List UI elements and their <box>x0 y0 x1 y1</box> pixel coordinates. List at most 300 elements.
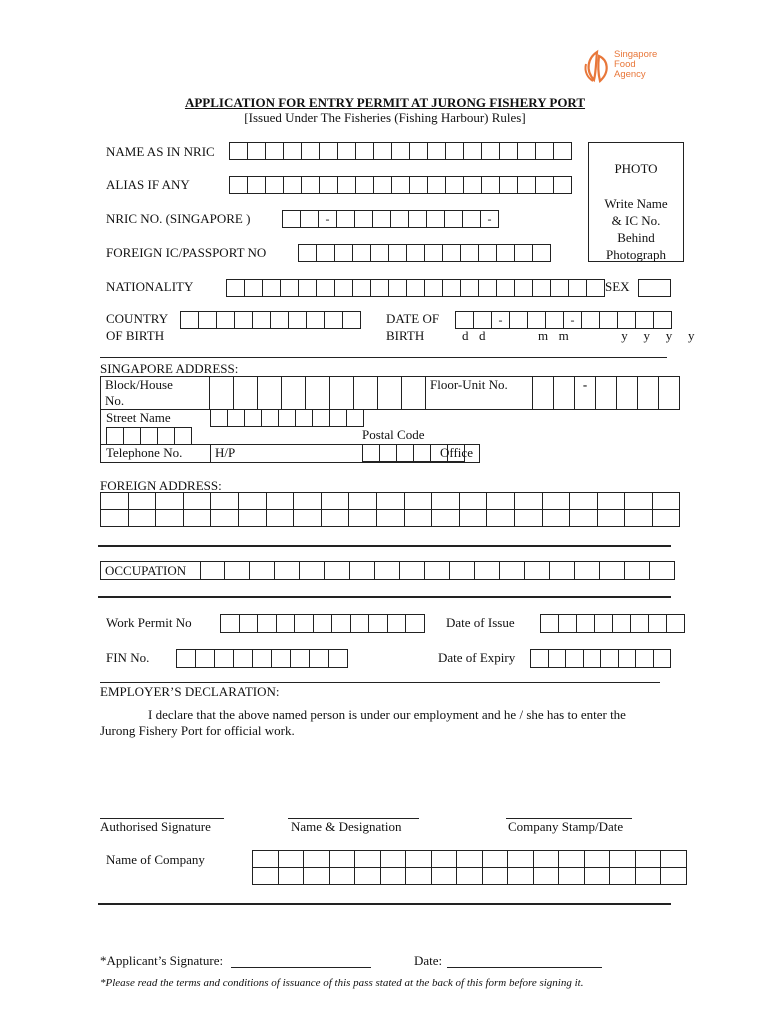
input-cell[interactable] <box>487 509 515 527</box>
input-cell[interactable] <box>277 614 296 633</box>
leaf-logo-icon <box>582 48 612 84</box>
input-cell[interactable] <box>377 509 405 527</box>
name-nric-input[interactable] <box>229 142 572 160</box>
input-cell[interactable] <box>230 142 248 160</box>
input-cell[interactable] <box>175 427 192 445</box>
input-cell[interactable] <box>428 142 446 160</box>
input-cell[interactable] <box>227 279 245 297</box>
input-cell[interactable] <box>487 492 515 510</box>
input-cell[interactable] <box>600 561 625 580</box>
input-cell[interactable] <box>518 142 536 160</box>
occupation-input[interactable] <box>200 561 675 580</box>
input-cell[interactable] <box>296 409 313 427</box>
input-cell[interactable] <box>349 509 377 527</box>
input-cell[interactable] <box>554 142 572 160</box>
input-cell[interactable] <box>300 561 325 580</box>
input-cell[interactable] <box>457 850 483 868</box>
input-cell[interactable] <box>475 561 500 580</box>
input-cell[interactable] <box>380 444 397 462</box>
sex-label: SEX <box>605 279 630 294</box>
photo-label: PHOTO <box>614 161 658 176</box>
input-cell[interactable] <box>598 509 626 527</box>
input-cell[interactable] <box>461 279 479 297</box>
date-expiry-input[interactable] <box>530 649 671 668</box>
input-cell[interactable] <box>230 176 248 194</box>
logo-line-2: Food <box>614 59 636 70</box>
input-cell[interactable] <box>295 614 314 633</box>
divider <box>100 357 667 358</box>
name-nric-label: NAME AS IN NRIC <box>106 144 215 159</box>
input-cell[interactable] <box>299 244 317 262</box>
input-cell[interactable] <box>245 279 263 297</box>
input-cell[interactable] <box>577 614 595 633</box>
occupation-row[interactable] <box>100 561 201 580</box>
input-cell[interactable] <box>392 142 410 160</box>
input-cell[interactable] <box>317 279 335 297</box>
date-issue-input[interactable] <box>540 614 685 633</box>
input-cell[interactable] <box>515 492 543 510</box>
input-cell[interactable] <box>156 492 184 510</box>
street-name-input[interactable] <box>210 409 364 427</box>
applicant-signature-label: *Applicant’s Signature: <box>100 953 224 968</box>
date-label: Date: <box>414 953 443 968</box>
input-cell[interactable] <box>667 614 685 633</box>
input-cell[interactable] <box>450 561 475 580</box>
input-cell[interactable] <box>500 561 525 580</box>
input-cell[interactable] <box>515 509 543 527</box>
input-cell[interactable] <box>483 850 509 868</box>
input-cell[interactable] <box>559 867 585 885</box>
input-cell[interactable] <box>446 142 464 160</box>
input-cell[interactable] <box>479 244 497 262</box>
input-cell[interactable] <box>266 142 284 160</box>
input-cell[interactable] <box>636 867 662 885</box>
input-cell[interactable] <box>518 176 536 194</box>
input-cell[interactable] <box>322 492 350 510</box>
thick-divider-3 <box>98 903 671 905</box>
input-cell[interactable] <box>217 311 235 329</box>
input-cell[interactable] <box>304 867 330 885</box>
input-cell[interactable] <box>234 649 253 668</box>
input-cell[interactable] <box>650 561 675 580</box>
input-cell[interactable] <box>389 244 407 262</box>
company-name-input-2[interactable] <box>252 867 687 885</box>
input-cell[interactable] <box>129 492 157 510</box>
input-cell[interactable] <box>158 427 175 445</box>
input-cell[interactable] <box>248 176 266 194</box>
input-cell[interactable] <box>343 311 361 329</box>
input-cell[interactable] <box>325 311 343 329</box>
foreign-address-input-2[interactable] <box>100 509 680 527</box>
input-cell[interactable] <box>425 279 443 297</box>
input-cell[interactable] <box>267 509 295 527</box>
input-cell[interactable] <box>302 142 320 160</box>
input-cell[interactable] <box>253 867 279 885</box>
page-title: APPLICATION FOR ENTRY PERMIT AT JURONG FISHERY PORT <box>184 95 586 110</box>
input-cell[interactable] <box>479 279 497 297</box>
photo-note-4: Photograph <box>606 247 666 262</box>
input-cell[interactable] <box>250 561 275 580</box>
input-cell[interactable] <box>575 561 600 580</box>
input-cell[interactable] <box>400 561 425 580</box>
input-cell[interactable] <box>570 509 598 527</box>
input-cell[interactable] <box>661 867 687 885</box>
sg-address-heading: SINGAPORE ADDRESS: <box>100 361 239 376</box>
input-cell[interactable] <box>392 176 410 194</box>
input-cell[interactable] <box>531 649 549 668</box>
input-cell[interactable] <box>610 850 636 868</box>
input-cell[interactable] <box>211 409 228 427</box>
input-cell[interactable] <box>515 279 533 297</box>
dob-input[interactable]: - - <box>455 311 672 329</box>
input-cell[interactable] <box>388 614 407 633</box>
street-name-label: Street Name <box>106 410 171 425</box>
declaration-line-2: Jurong Fishery Port for official work. <box>100 723 295 738</box>
input-cell[interactable] <box>536 142 554 160</box>
thick-divider-2 <box>98 596 671 598</box>
input-cell[interactable] <box>414 444 431 462</box>
input-cell[interactable] <box>129 509 157 527</box>
floor-label: Floor-Unit No. <box>426 377 533 410</box>
input-cell[interactable] <box>240 614 259 633</box>
input-cell[interactable] <box>625 561 650 580</box>
input-cell[interactable] <box>375 561 400 580</box>
input-cell[interactable] <box>460 509 488 527</box>
input-cell[interactable] <box>267 492 295 510</box>
input-cell[interactable] <box>407 279 425 297</box>
input-cell[interactable] <box>508 867 534 885</box>
occupation-label: OCCUPATION <box>101 561 201 580</box>
employer-heading: EMPLOYER’S DECLARATION: <box>100 684 280 699</box>
input-cell[interactable] <box>307 311 325 329</box>
input-cell[interactable] <box>457 867 483 885</box>
input-cell[interactable] <box>587 279 605 297</box>
input-cell[interactable] <box>432 492 460 510</box>
input-cell[interactable] <box>534 867 560 885</box>
input-cell[interactable] <box>570 492 598 510</box>
input-cell[interactable] <box>389 279 407 297</box>
input-cell[interactable] <box>405 492 433 510</box>
input-cell[interactable] <box>443 244 461 262</box>
input-cell[interactable] <box>585 850 611 868</box>
alias-label: ALIAS IF ANY <box>106 177 190 192</box>
input-cell[interactable] <box>443 279 461 297</box>
input-cell[interactable] <box>377 492 405 510</box>
telephone-label: Telephone No. <box>106 445 183 460</box>
block-label: Block/House No. <box>101 377 210 410</box>
input-cell[interactable] <box>304 850 330 868</box>
input-cell[interactable] <box>347 409 364 427</box>
fin-input[interactable] <box>176 649 348 668</box>
input-cell[interactable] <box>211 492 239 510</box>
input-cell[interactable] <box>649 614 667 633</box>
input-cell[interactable] <box>329 649 348 668</box>
input-cell[interactable] <box>294 509 322 527</box>
input-cell[interactable] <box>559 850 585 868</box>
name-designation-label: Name & Designation <box>291 819 402 834</box>
input-cell[interactable] <box>310 649 329 668</box>
input-cell[interactable] <box>262 409 279 427</box>
input-cell[interactable] <box>263 279 281 297</box>
input-cell[interactable] <box>405 509 433 527</box>
country-birth-label-1: COUNTRY <box>106 311 169 326</box>
input-cell[interactable] <box>253 311 271 329</box>
input-cell[interactable] <box>639 279 671 297</box>
input-cell[interactable] <box>101 492 129 510</box>
input-cell[interactable] <box>653 509 681 527</box>
applicant-signature-line[interactable] <box>231 967 371 968</box>
input-cell[interactable] <box>425 244 443 262</box>
input-cell[interactable] <box>559 614 577 633</box>
input-cell[interactable] <box>543 492 571 510</box>
input-cell[interactable] <box>215 649 234 668</box>
input-cell[interactable] <box>253 649 272 668</box>
input-cell[interactable] <box>515 244 533 262</box>
input-cell[interactable] <box>497 244 515 262</box>
input-cell[interactable] <box>500 142 518 160</box>
input-cell[interactable] <box>601 649 619 668</box>
input-cell[interactable] <box>330 850 356 868</box>
input-cell[interactable] <box>200 561 225 580</box>
input-cell[interactable] <box>432 867 458 885</box>
input-cell[interactable] <box>141 427 158 445</box>
input-cell[interactable] <box>211 509 239 527</box>
input-cell[interactable] <box>371 244 389 262</box>
input-cell[interactable] <box>289 311 307 329</box>
input-cell[interactable] <box>107 427 124 445</box>
input-cell[interactable] <box>235 311 253 329</box>
input-cell[interactable] <box>356 142 374 160</box>
input-cell[interactable] <box>239 492 267 510</box>
input-cell[interactable] <box>654 649 672 668</box>
country-birth-label-2: OF BIRTH <box>106 328 165 343</box>
input-cell[interactable] <box>351 614 370 633</box>
input-cell[interactable] <box>464 142 482 160</box>
input-cell[interactable] <box>661 850 687 868</box>
input-cell[interactable] <box>432 850 458 868</box>
input-cell[interactable] <box>482 176 500 194</box>
input-cell[interactable] <box>619 649 637 668</box>
country-birth-input[interactable] <box>180 311 361 329</box>
input-cell[interactable] <box>551 279 569 297</box>
input-cell[interactable] <box>464 176 482 194</box>
input-cell[interactable] <box>279 850 305 868</box>
input-cell[interactable] <box>406 867 432 885</box>
input-cell[interactable] <box>625 509 653 527</box>
input-cell[interactable] <box>184 509 212 527</box>
input-cell[interactable] <box>613 614 631 633</box>
input-cell[interactable] <box>410 142 428 160</box>
thick-divider <box>98 545 671 547</box>
input-cell[interactable] <box>356 176 374 194</box>
alias-input[interactable] <box>229 176 572 194</box>
input-cell[interactable] <box>533 244 551 262</box>
input-cell[interactable] <box>585 867 611 885</box>
input-cell[interactable] <box>271 311 289 329</box>
dob-format: d d m m y y y y <box>462 328 695 343</box>
input-cell[interactable] <box>363 444 380 462</box>
input-cell[interactable] <box>636 850 662 868</box>
input-cell[interactable] <box>584 649 602 668</box>
sex-input[interactable] <box>638 279 671 297</box>
input-cell[interactable] <box>482 142 500 160</box>
input-cell[interactable] <box>299 279 317 297</box>
input-cell[interactable] <box>275 561 300 580</box>
terms-note: *Please read the terms and conditions of issuance of this pass stated at the back of this form before signing it. <box>100 977 584 989</box>
sg-address-table: Block/House No. Floor-Unit No. - <box>100 376 680 410</box>
input-cell[interactable] <box>258 614 277 633</box>
input-cell[interactable] <box>497 279 515 297</box>
input-cell[interactable] <box>355 850 381 868</box>
input-cell[interactable] <box>221 614 240 633</box>
input-cell[interactable] <box>508 850 534 868</box>
nric-no-input[interactable]: - - <box>282 210 499 228</box>
company-stamp-label: Company Stamp/Date <box>508 819 624 834</box>
input-cell[interactable] <box>397 444 414 462</box>
date-line[interactable] <box>447 967 602 968</box>
input-cell[interactable] <box>228 409 245 427</box>
input-cell[interactable] <box>325 561 350 580</box>
nationality-label: NATIONALITY <box>106 279 194 294</box>
work-permit-label: Work Permit No <box>106 615 192 630</box>
input-cell[interactable] <box>320 142 338 160</box>
input-cell[interactable] <box>184 492 212 510</box>
foreign-ic-input[interactable] <box>298 244 551 262</box>
input-cell[interactable] <box>355 867 381 885</box>
input-cell[interactable] <box>279 867 305 885</box>
input-cell[interactable] <box>353 244 371 262</box>
dob-label-2: BIRTH <box>386 328 425 343</box>
input-cell[interactable] <box>536 176 554 194</box>
photo-note-1: Write Name <box>604 196 668 211</box>
input-cell[interactable] <box>610 867 636 885</box>
nric-no-label: NRIC NO. (SINGAPORE ) <box>106 211 251 226</box>
input-cell[interactable] <box>541 614 559 633</box>
input-cell[interactable] <box>381 867 407 885</box>
input-cell[interactable] <box>406 850 432 868</box>
input-cell[interactable] <box>534 850 560 868</box>
company-name-input-1[interactable] <box>252 850 687 868</box>
input-cell[interactable] <box>406 614 425 633</box>
logo-line-1: Singapore <box>614 49 658 60</box>
input-cell[interactable] <box>332 614 351 633</box>
input-cell[interactable] <box>335 244 353 262</box>
input-cell[interactable] <box>381 850 407 868</box>
input-cell[interactable] <box>272 649 291 668</box>
input-cell[interactable] <box>371 279 389 297</box>
input-cell[interactable] <box>284 176 302 194</box>
input-cell[interactable] <box>374 176 392 194</box>
input-cell[interactable] <box>199 311 217 329</box>
input-cell[interactable] <box>281 279 299 297</box>
input-cell[interactable] <box>598 492 626 510</box>
input-cell[interactable] <box>338 176 356 194</box>
input-cell[interactable] <box>196 649 215 668</box>
input-cell[interactable] <box>374 142 392 160</box>
input-cell[interactable] <box>317 244 335 262</box>
input-cell[interactable] <box>653 492 681 510</box>
authorised-signature-label: Authorised Signature <box>100 819 211 834</box>
input-cell[interactable] <box>253 850 279 868</box>
input-cell[interactable] <box>432 509 460 527</box>
input-cell[interactable] <box>407 244 425 262</box>
foreign-address-input-1[interactable] <box>100 492 680 510</box>
input-cell[interactable] <box>248 142 266 160</box>
input-cell[interactable] <box>595 614 613 633</box>
input-cell[interactable] <box>330 409 347 427</box>
input-cell[interactable] <box>101 509 129 527</box>
input-cell[interactable] <box>284 142 302 160</box>
input-cell[interactable] <box>543 509 571 527</box>
input-cell[interactable] <box>156 509 184 527</box>
input-cell[interactable] <box>279 409 296 427</box>
input-cell[interactable] <box>320 176 338 194</box>
input-cell[interactable] <box>525 561 550 580</box>
work-permit-input[interactable] <box>220 614 425 633</box>
input-cell[interactable] <box>291 649 310 668</box>
hp-label: H/P <box>215 445 236 460</box>
input-cell[interactable] <box>314 614 333 633</box>
input-cell[interactable] <box>350 561 375 580</box>
input-cell[interactable] <box>446 176 464 194</box>
input-cell[interactable] <box>266 176 284 194</box>
foreign-address-heading: FOREIGN ADDRESS: <box>100 478 222 493</box>
input-cell[interactable] <box>294 492 322 510</box>
input-cell[interactable] <box>460 492 488 510</box>
date-expiry-label: Date of Expiry <box>438 650 516 665</box>
input-cell[interactable] <box>177 649 196 668</box>
input-cell[interactable] <box>631 614 649 633</box>
input-cell[interactable] <box>338 142 356 160</box>
input-cell[interactable] <box>353 279 371 297</box>
input-cell[interactable] <box>500 176 518 194</box>
nationality-input[interactable] <box>226 279 605 297</box>
photo-note-2: & IC No. <box>611 213 661 228</box>
input-cell[interactable] <box>330 867 356 885</box>
dob-label-1: DATE OF <box>386 311 440 326</box>
input-cell[interactable] <box>461 244 479 262</box>
input-cell[interactable] <box>425 561 450 580</box>
input-cell[interactable] <box>550 561 575 580</box>
input-cell[interactable] <box>410 176 428 194</box>
photo-note-3: Behind <box>617 230 655 245</box>
input-cell[interactable] <box>302 176 320 194</box>
input-cell[interactable] <box>554 176 572 194</box>
postal-code-label: Postal Code <box>362 427 425 442</box>
input-cell[interactable] <box>322 509 350 527</box>
input-cell[interactable] <box>349 492 377 510</box>
input-cell[interactable] <box>181 311 199 329</box>
input-cell[interactable] <box>636 649 654 668</box>
input-cell[interactable] <box>483 867 509 885</box>
logo-line-3: Agency <box>614 69 646 80</box>
street-name-input-2[interactable] <box>106 427 192 445</box>
input-cell[interactable] <box>625 492 653 510</box>
date-issue-label: Date of Issue <box>446 615 515 630</box>
input-cell[interactable] <box>225 561 250 580</box>
input-cell[interactable] <box>369 614 388 633</box>
input-cell[interactable] <box>124 427 141 445</box>
input-cell[interactable] <box>313 409 330 427</box>
input-cell[interactable] <box>533 279 551 297</box>
input-cell[interactable] <box>566 649 584 668</box>
input-cell[interactable] <box>428 176 446 194</box>
input-cell[interactable] <box>335 279 353 297</box>
input-cell[interactable] <box>549 649 567 668</box>
input-cell[interactable] <box>239 509 267 527</box>
input-cell[interactable] <box>569 279 587 297</box>
input-cell[interactable] <box>245 409 262 427</box>
